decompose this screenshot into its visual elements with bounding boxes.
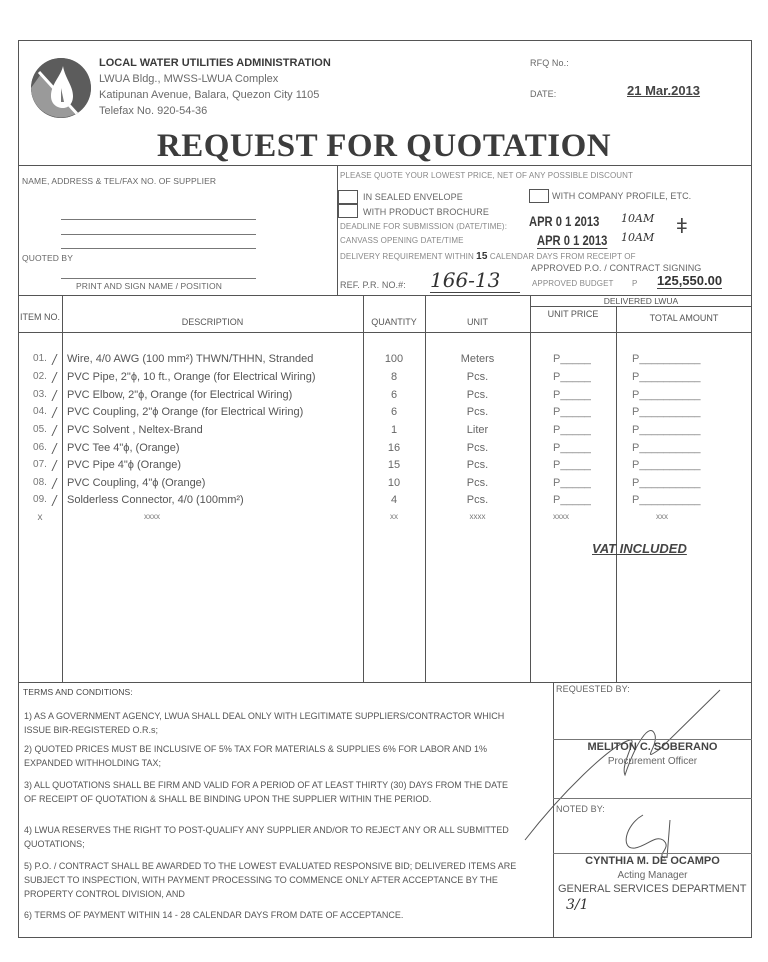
- term-4: 4) LWUA RESERVES THE RIGHT TO POST-QUALIFY ANY SUPPLIER AND/OR TO REJECT ANY OR ALL SUBMITTED QUOTATIONS;: [24, 825, 509, 849]
- org-name: LOCAL WATER UTILITIES ADMINISTRATION: [99, 57, 331, 69]
- sealed-envelope-label: IN SEALED ENVELOPE: [363, 192, 463, 202]
- product-brochure-checkbox[interactable]: [338, 204, 358, 218]
- item-unit: Pcs.: [466, 494, 489, 506]
- term-2: 2) QUOTED PRICES MUST BE INCLUSIVE OF 5% TAX FOR MATERIALS & SUPPLIES 6% FOR LABOR AND 1% EXPANDED WITHHOLDING TAX;: [24, 744, 487, 768]
- item-unit: Pcs.: [466, 459, 489, 471]
- item-number: 06.: [33, 442, 47, 453]
- terms-heading: TERMS AND CONDITIONS:: [23, 687, 133, 697]
- total-amount-field[interactable]: P__________: [632, 353, 701, 365]
- item-quantity: 1: [390, 424, 398, 436]
- item-description: PVC Pipe 4"ϕ (Orange): [67, 459, 182, 471]
- date-label: DATE:: [530, 89, 557, 99]
- initials-mark: ǂ: [676, 216, 688, 238]
- divider: [553, 853, 752, 854]
- item-quantity: 6: [390, 389, 398, 401]
- item-quantity: 16: [387, 442, 401, 454]
- unit-price-field[interactable]: P_____: [553, 389, 591, 401]
- deadline-stamp: APR 0 1 2013: [529, 213, 600, 229]
- item-description: Solderless Connector, 4/0 (100mm²): [67, 494, 244, 506]
- col-header-description: DESCRIPTION: [181, 317, 244, 327]
- canvass-stamp: APR 0 1 2013: [537, 232, 608, 248]
- noted-by-title: Acting Manager: [617, 870, 688, 881]
- unit-price-field[interactable]: P_____: [553, 353, 591, 365]
- col-header-unit-price: UNIT PRICE: [547, 309, 599, 319]
- item-description: PVC Solvent , Neltex-Brand: [67, 424, 203, 436]
- total-amount-field[interactable]: P__________: [632, 459, 701, 471]
- total-amount-field: xxx: [656, 512, 668, 521]
- item-quantity: 8: [390, 371, 398, 383]
- unit-price-field[interactable]: P_____: [553, 371, 591, 383]
- unit-price-field[interactable]: P_____: [553, 477, 591, 489]
- total-amount-field[interactable]: P__________: [632, 406, 701, 418]
- delivered-lwua-label: DELIVERED LWUA: [603, 296, 679, 306]
- item-number: 07.: [33, 459, 47, 470]
- canvass-time-handwritten: 10AM: [621, 231, 655, 244]
- item-number: 09.: [33, 494, 47, 505]
- sealed-envelope-checkbox[interactable]: [338, 190, 358, 204]
- divider: [18, 165, 752, 166]
- unit-price-field[interactable]: P_____: [553, 442, 591, 454]
- col-divider: [530, 295, 531, 682]
- quote-instruction: PLEASE QUOTE YOUR LOWEST PRICE, NET OF ANY POSSIBLE DISCOUNT: [340, 171, 634, 180]
- deadline-label: DEADLINE FOR SUBMISSION (DATE/TIME):: [340, 222, 508, 231]
- item-description: PVC Pipe, 2"ϕ, 10 ft., Orange (for Electrical Wiring): [67, 371, 316, 383]
- item-quantity: 6: [390, 406, 398, 418]
- supplier-telfax-line[interactable]: [61, 248, 256, 249]
- item-unit: xxxx: [469, 512, 486, 521]
- noted-date-mark: 3/1: [566, 897, 589, 913]
- term-3: 3) ALL QUOTATIONS SHALL BE FIRM AND VALID FOR A PERIOD OF AT LEAST THIRTY (30) DAYS FROM THE DATE OF RECEIPT OF QUOTATION & SHALL BE BINDING UPON THE SUPPLIER WITHIN THE PERIOD.: [24, 780, 508, 804]
- item-description: Wire, 4/0 AWG (100 mm²) THWN/THHN, Stranded: [67, 353, 314, 365]
- col-header-unit: UNIT: [467, 317, 488, 327]
- supplier-name-line[interactable]: [61, 219, 256, 220]
- item-quantity: 100: [384, 353, 404, 365]
- page-title: REQUEST FOR QUOTATION: [156, 128, 612, 164]
- item-unit: Pcs.: [466, 371, 489, 383]
- org-telefax: Telefax No. 920-54-36: [99, 105, 208, 117]
- total-amount-field[interactable]: P__________: [632, 442, 701, 454]
- col-divider: [616, 306, 617, 682]
- item-unit: Pcs.: [466, 477, 489, 489]
- item-unit: Pcs.: [466, 406, 489, 418]
- col-header-total-amount: TOTAL AMOUNT: [649, 313, 719, 323]
- delivery-prefix: DELIVERY REQUIREMENT WITHIN: [340, 252, 474, 261]
- requested-by-name: MELITON C. SOBERANO: [587, 741, 718, 753]
- item-description: xxxx: [144, 512, 160, 521]
- supplier-address-line[interactable]: [61, 234, 256, 235]
- approved-budget-value: 125,550.00: [657, 273, 723, 288]
- item-number: 01.: [33, 353, 47, 364]
- supplier-label: NAME, ADDRESS & TEL/FAX NO. OF SUPPLIER: [22, 176, 217, 186]
- delivery-requirement: [340, 251, 636, 262]
- org-address-line-2: Katipunan Avenue, Balara, Quezon City 1105: [99, 89, 320, 101]
- item-description: PVC Coupling, 4"ϕ (Orange): [67, 477, 206, 489]
- noted-by-label: NOTED BY:: [556, 804, 605, 814]
- approved-budget-label: APPROVED BUDGET: [532, 279, 614, 288]
- vat-included-note: VAT INCLUDED: [592, 541, 687, 556]
- total-amount-field[interactable]: P__________: [632, 494, 701, 506]
- divider: [530, 306, 752, 307]
- total-amount-field[interactable]: P__________: [632, 424, 701, 436]
- unit-price-field[interactable]: P_____: [553, 406, 591, 418]
- item-quantity: 15: [387, 459, 401, 471]
- org-address-line-1: LWUA Bldg., MWSS-LWUA Complex: [99, 73, 279, 85]
- term-6: 6) TERMS OF PAYMENT WITHIN 14 - 28 CALENDAR DAYS FROM DATE OF ACCEPTANCE.: [24, 910, 404, 920]
- product-brochure-label: WITH PRODUCT BROCHURE: [363, 207, 489, 217]
- sign-name-label: PRINT AND SIGN NAME / POSITION: [76, 281, 222, 291]
- rfq-no-field[interactable]: [580, 56, 700, 68]
- date-value: 21 Mar.2013: [627, 83, 701, 98]
- col-divider: [62, 295, 63, 682]
- item-quantity: xx: [390, 512, 398, 521]
- item-number: 04.: [33, 406, 47, 417]
- ref-pr-label: REF. P.R. NO.#:: [340, 280, 406, 290]
- term-1: 1) AS A GOVERNMENT AGENCY, LWUA SHALL DEAL ONLY WITH LEGITIMATE SUPPLIERS/CONTRACTOR WHICH ISSUE BIR-REGISTERED O.R.s;: [24, 711, 505, 735]
- requested-by-label: REQUESTED BY:: [556, 684, 630, 694]
- unit-price-field[interactable]: P_____: [553, 494, 591, 506]
- col-header-quantity: QUANTITY: [371, 317, 417, 327]
- col-header-item-no: ITEM NO.: [20, 312, 60, 322]
- item-number: 05.: [33, 424, 47, 435]
- item-unit: Pcs.: [466, 389, 489, 401]
- item-description: PVC Elbow, 2"ϕ, Orange (for Electrical Wiring): [67, 389, 293, 401]
- delivery-suffix: CALENDAR DAYS FROM RECEIPT OF: [489, 252, 636, 261]
- rfq-no-label: RFQ No.:: [530, 58, 569, 68]
- quoted-by-signature-line[interactable]: [61, 278, 256, 279]
- item-unit: Pcs.: [466, 442, 489, 454]
- divider: [337, 165, 338, 295]
- delivery-days: 15: [476, 251, 488, 262]
- item-quantity: 4: [390, 494, 398, 506]
- item-number: 03.: [33, 389, 47, 400]
- divider: [18, 332, 752, 333]
- item-unit: Liter: [466, 424, 489, 436]
- item-quantity: 10: [387, 477, 401, 489]
- divider: [553, 798, 752, 799]
- lwua-logo-icon: [31, 58, 91, 118]
- item-description: PVC Coupling, 2"ϕ Orange (for Electrical Wiring): [67, 406, 304, 418]
- unit-price-field[interactable]: P_____: [553, 424, 591, 436]
- approved-po-label: APPROVED P.O. / CONTRACT SIGNING: [531, 263, 702, 273]
- water-drop-icon: [31, 58, 91, 118]
- requested-by-title: Procurement Officer: [607, 756, 698, 767]
- total-amount-field[interactable]: P__________: [632, 371, 701, 383]
- total-amount-field[interactable]: P__________: [632, 389, 701, 401]
- total-amount-field[interactable]: P__________: [632, 477, 701, 489]
- unit-price-field[interactable]: P_____: [553, 459, 591, 471]
- item-unit: Meters: [460, 353, 495, 365]
- divider: [18, 682, 752, 683]
- item-description: PVC Tee 4"ϕ, (Orange): [67, 442, 180, 454]
- company-profile-checkbox[interactable]: [529, 189, 549, 203]
- noted-by-department: GENERAL SERVICES DEPARTMENT: [558, 883, 747, 895]
- unit-price-field: xxxx: [553, 512, 569, 521]
- item-number: 02.: [33, 371, 47, 382]
- deadline-time-handwritten: 10AM: [621, 212, 655, 225]
- item-number: x: [37, 512, 43, 523]
- canvass-label: CANVASS OPENING DATE/TIME: [340, 236, 464, 245]
- budget-currency: P: [632, 279, 638, 288]
- quoted-by-label: QUOTED BY: [22, 253, 73, 263]
- term-5: 5) P.O. / CONTRACT SHALL BE AWARDED TO THE LOWEST EVALUATED RESPONSIVE BID; DELIVERED ITEMS ARE SUBJECT TO INSPECTION, WITH PAYMENT PROCESSING TO COMMENCE ONLY AFTER ACCEPTANCE BY THE PROPERTY CONTROL DIVISION, AND: [24, 861, 517, 899]
- ref-pr-value: 166-13: [430, 268, 520, 293]
- divider: [553, 739, 752, 740]
- company-profile-label: WITH COMPANY PROFILE, ETC.: [552, 191, 692, 201]
- noted-by-name: CYNTHIA M. DE OCAMPO: [585, 855, 720, 867]
- item-number: 08.: [33, 477, 47, 488]
